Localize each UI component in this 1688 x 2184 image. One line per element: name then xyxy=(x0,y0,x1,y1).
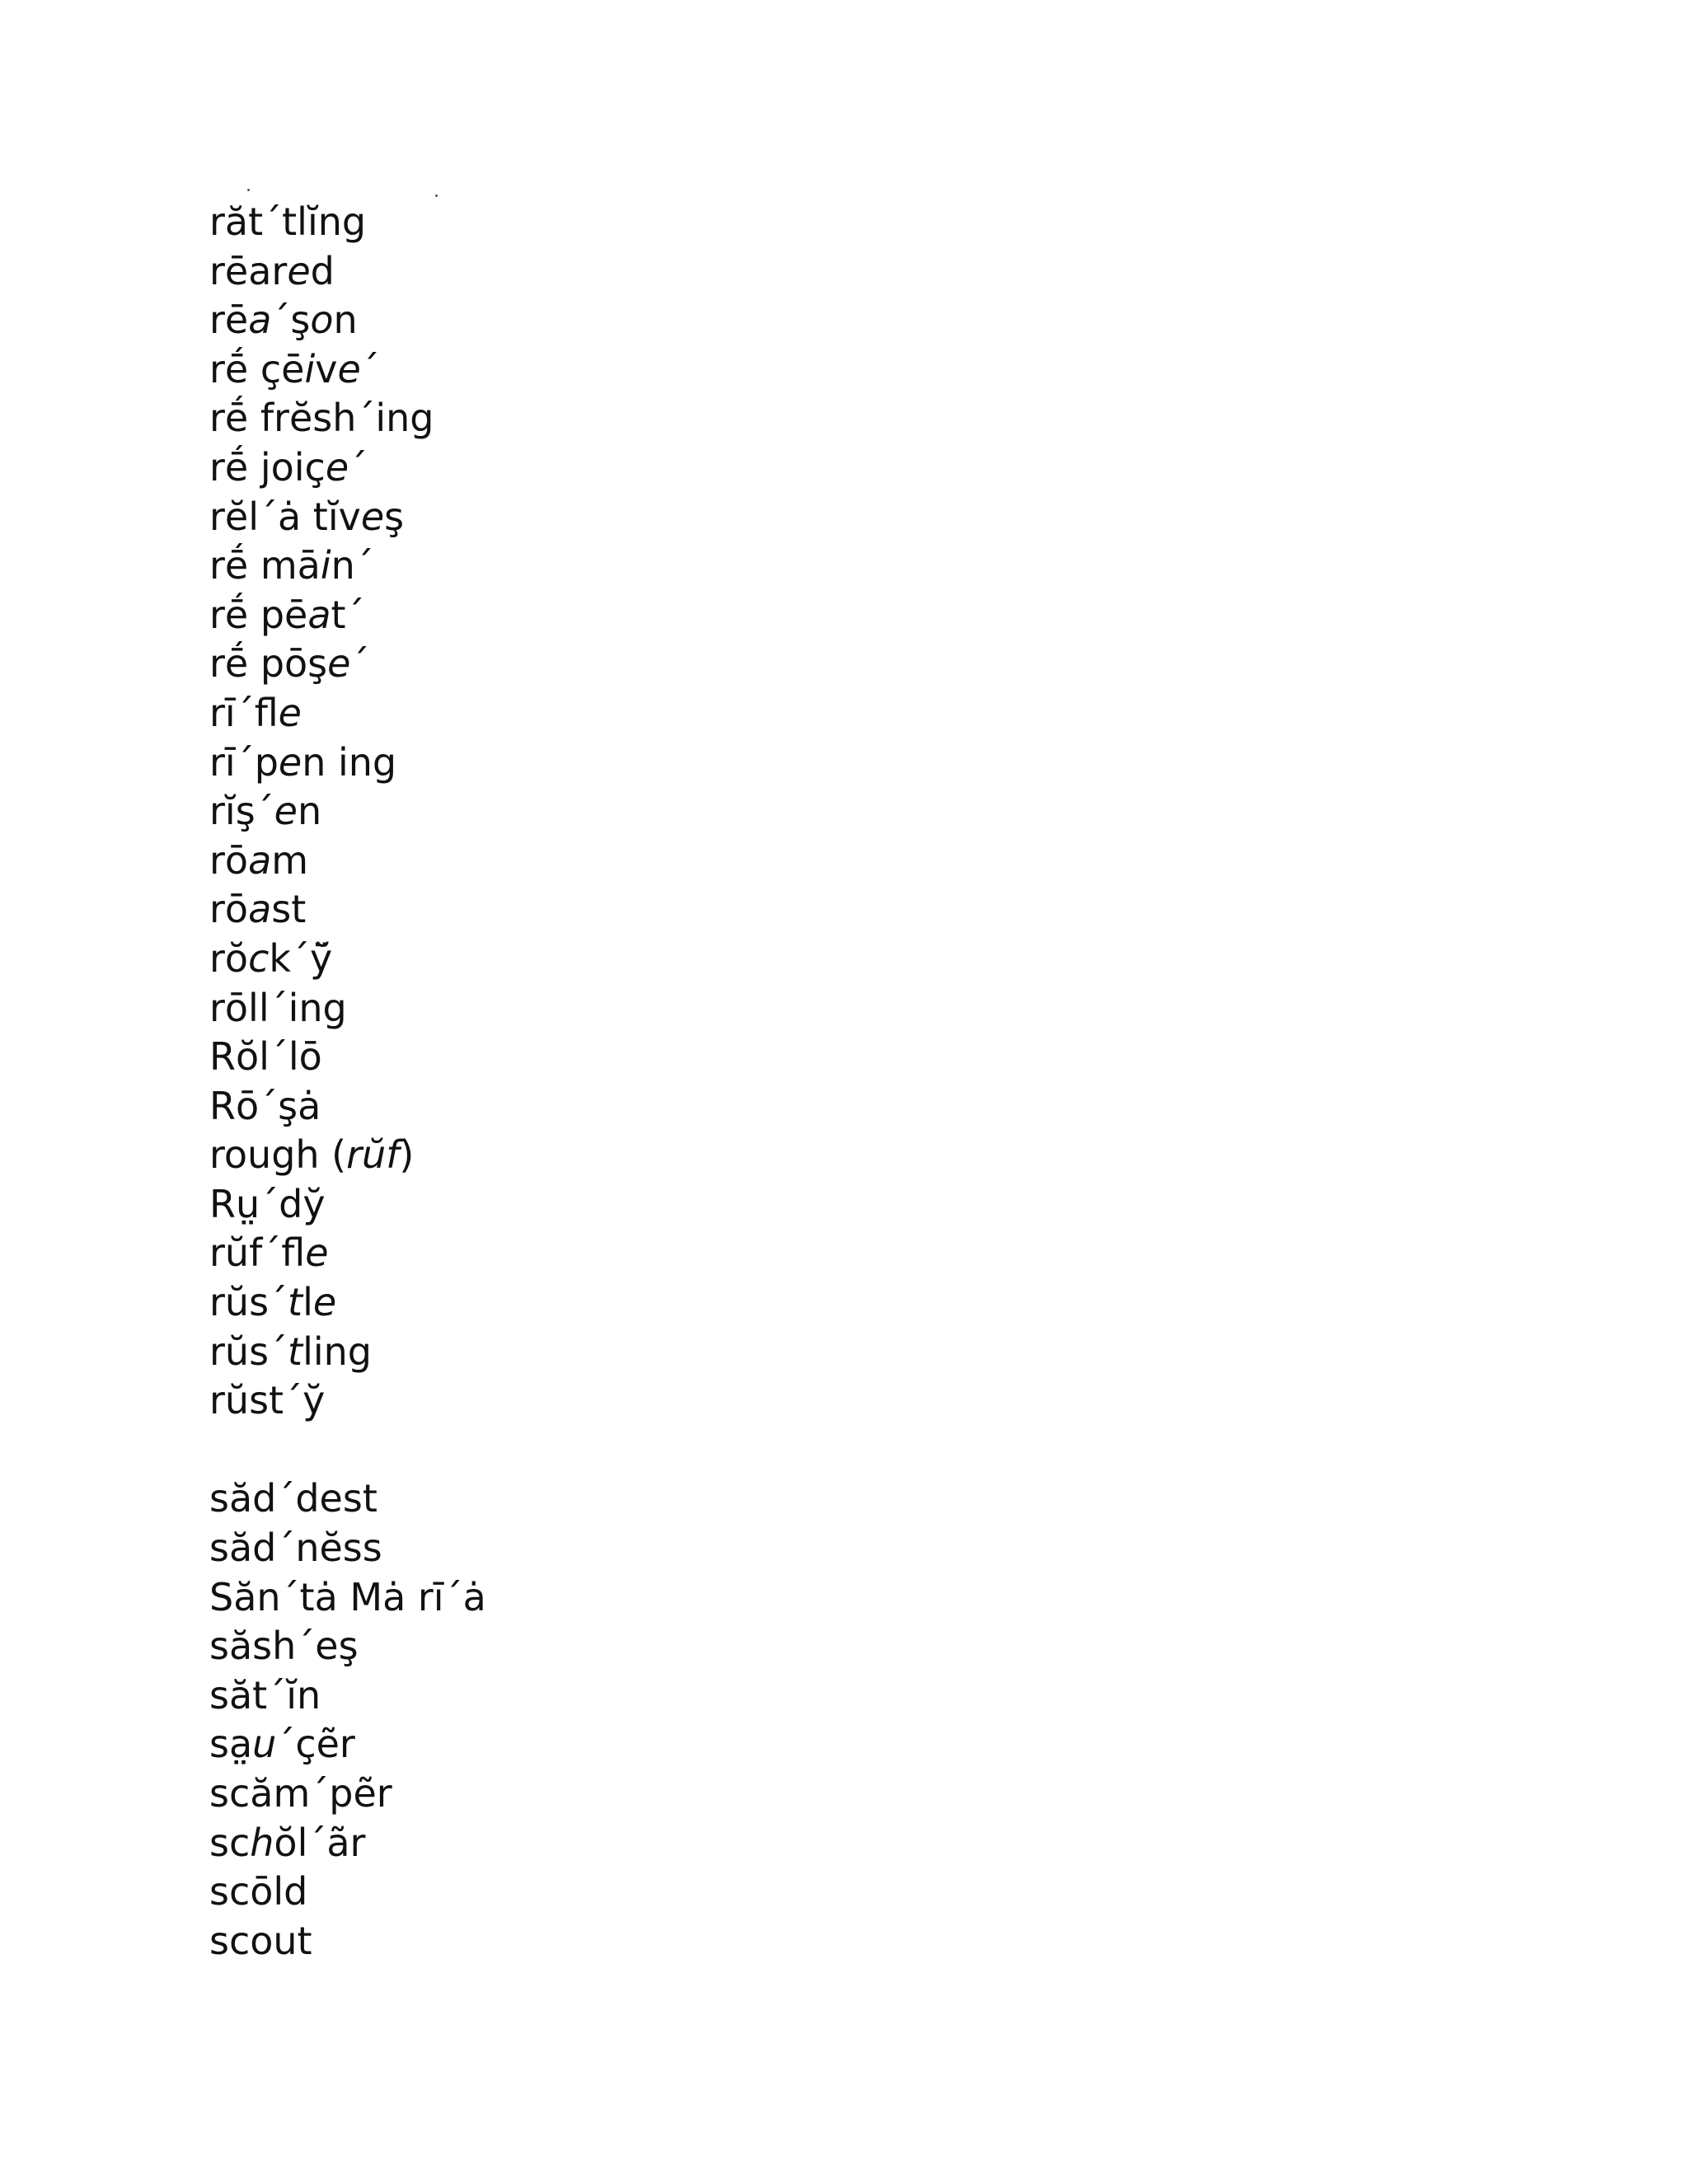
word-text: Rō´şȧ xyxy=(209,1083,321,1128)
word-text: rī´p xyxy=(209,739,279,785)
group-spacer xyxy=(209,1426,486,1475)
word-text: rḗ frĕsh´ing xyxy=(209,396,434,441)
italic-letter: h xyxy=(250,1820,274,1865)
italic-letter: e xyxy=(287,248,311,293)
word-entry xyxy=(209,1917,486,1966)
word-entry xyxy=(209,1671,486,1721)
italic-letter: u xyxy=(252,1722,277,1767)
italic-letter: a xyxy=(248,298,272,343)
word-text: ´ xyxy=(360,346,380,391)
italic-letter: e xyxy=(312,1280,337,1325)
italic-letter: e xyxy=(325,444,349,490)
word-text: ´ xyxy=(349,444,368,490)
word-text: ş xyxy=(384,494,405,539)
word-entry xyxy=(209,591,486,640)
word-text: rḗ pōş xyxy=(209,641,328,687)
word-entry xyxy=(209,1819,486,1868)
italic-letter: t xyxy=(288,1280,303,1325)
word-text: rŭs´ xyxy=(209,1329,288,1374)
word-entry xyxy=(209,1278,486,1328)
word-entry xyxy=(209,1082,486,1132)
word-entry xyxy=(209,247,486,297)
word-entry xyxy=(209,1131,486,1180)
word-entry xyxy=(209,787,486,837)
italic-letter: e xyxy=(360,494,385,539)
word-entry xyxy=(209,1033,486,1082)
word-entry xyxy=(209,296,486,345)
word-text: k´ÿ̆ xyxy=(269,935,333,981)
italic-letter: a xyxy=(248,887,272,932)
word-text: Rṳ´dy̆ xyxy=(209,1181,326,1226)
word-entry xyxy=(209,1376,486,1426)
word-text: rī´fl xyxy=(209,690,279,735)
word-text: v xyxy=(315,346,338,391)
word-text: sc xyxy=(209,1820,251,1865)
word-entry xyxy=(209,1720,486,1769)
italic-letter: o xyxy=(310,298,334,343)
word-text: d xyxy=(310,248,335,293)
italic-letter: e xyxy=(327,641,351,687)
italic-letter: a xyxy=(248,837,272,883)
word-entry xyxy=(209,1622,486,1671)
word-entry xyxy=(209,1328,486,1377)
word-text: Rŏl´lō xyxy=(209,1034,322,1080)
word-text: rē xyxy=(209,298,249,343)
italic-letter: e xyxy=(274,789,298,834)
word-text: l xyxy=(302,1280,313,1325)
word-text: Săn´tȧ Mȧ rī´ȧ xyxy=(209,1574,486,1619)
word-text: ´ xyxy=(350,641,370,687)
word-text: n xyxy=(333,298,358,343)
word-text: săd´dest xyxy=(209,1476,377,1521)
word-text: rḗ çē xyxy=(209,346,305,391)
word-text: rĭş´ xyxy=(209,789,274,834)
word-entry xyxy=(209,198,486,247)
word-text: rŭst´y̆ xyxy=(209,1378,326,1423)
word-entry xyxy=(209,738,486,788)
scan-speck xyxy=(435,194,438,197)
word-text: răt´tlĭng xyxy=(209,199,367,244)
italic-letter: i xyxy=(320,543,331,588)
word-text: rḗ pē xyxy=(209,592,308,637)
word-entry xyxy=(209,443,486,493)
word-text: sa̤ xyxy=(209,1722,253,1767)
word-text: săsh´eş xyxy=(209,1624,359,1669)
word-text: scōld xyxy=(209,1869,308,1915)
word-text: n´ xyxy=(331,543,374,588)
word-entry xyxy=(209,640,486,689)
word-text: ) xyxy=(399,1132,415,1178)
italic-letter: c xyxy=(248,935,270,981)
word-text: rough ( xyxy=(209,1132,347,1178)
word-entry xyxy=(209,1573,486,1623)
word-text: ´ş xyxy=(271,298,311,343)
word-text: rōll´ing xyxy=(209,985,347,1030)
italic-letter: e xyxy=(278,690,302,735)
word-text: rēar xyxy=(209,248,288,293)
word-entry xyxy=(209,1868,486,1917)
word-entry xyxy=(209,885,486,935)
word-text: rḗ mā xyxy=(209,543,321,588)
italic-letter: e xyxy=(337,346,361,391)
word-text: ŏl´ãr xyxy=(274,1820,366,1865)
word-text: rŭs´ xyxy=(209,1280,288,1325)
word-text: ´çẽr xyxy=(276,1722,355,1767)
word-text: rō xyxy=(209,837,249,883)
pronunciation-word-list xyxy=(209,198,486,1966)
word-entry xyxy=(209,1474,486,1524)
word-entry xyxy=(209,493,486,542)
word-text: st xyxy=(271,887,307,932)
word-entry xyxy=(209,541,486,591)
word-text: t´ xyxy=(331,592,365,637)
word-text: rḗ joiç xyxy=(209,444,326,490)
word-text: rō xyxy=(209,887,249,932)
word-text: rĕl´ȧ tĭv xyxy=(209,494,361,539)
italic-letter: a xyxy=(307,592,331,637)
italic-letter: rŭf xyxy=(346,1132,400,1178)
word-text: săt´ĭn xyxy=(209,1672,321,1718)
word-text: n ing xyxy=(302,739,397,785)
word-text: ling xyxy=(302,1329,373,1374)
word-entry xyxy=(209,345,486,395)
word-entry xyxy=(209,984,486,1033)
word-text: scăm´pẽr xyxy=(209,1771,392,1816)
word-text: rŏ xyxy=(209,935,249,981)
word-text: m xyxy=(271,837,309,883)
word-text: rŭf´fl xyxy=(209,1230,306,1276)
scan-speck xyxy=(247,189,250,191)
italic-letter: e xyxy=(305,1230,329,1276)
word-entry xyxy=(209,1229,486,1278)
word-entry xyxy=(209,935,486,984)
word-entry xyxy=(209,1180,486,1230)
word-entry xyxy=(209,394,486,443)
italic-letter: e xyxy=(278,739,302,785)
word-entry xyxy=(209,689,486,738)
word-text: săd´nĕss xyxy=(209,1526,382,1571)
italic-letter: i xyxy=(304,346,316,391)
word-text: n xyxy=(297,789,322,834)
word-text: scout xyxy=(209,1918,312,1963)
italic-letter: t xyxy=(288,1329,303,1374)
word-entry xyxy=(209,1769,486,1819)
word-entry xyxy=(209,1524,486,1573)
word-entry xyxy=(209,837,486,886)
